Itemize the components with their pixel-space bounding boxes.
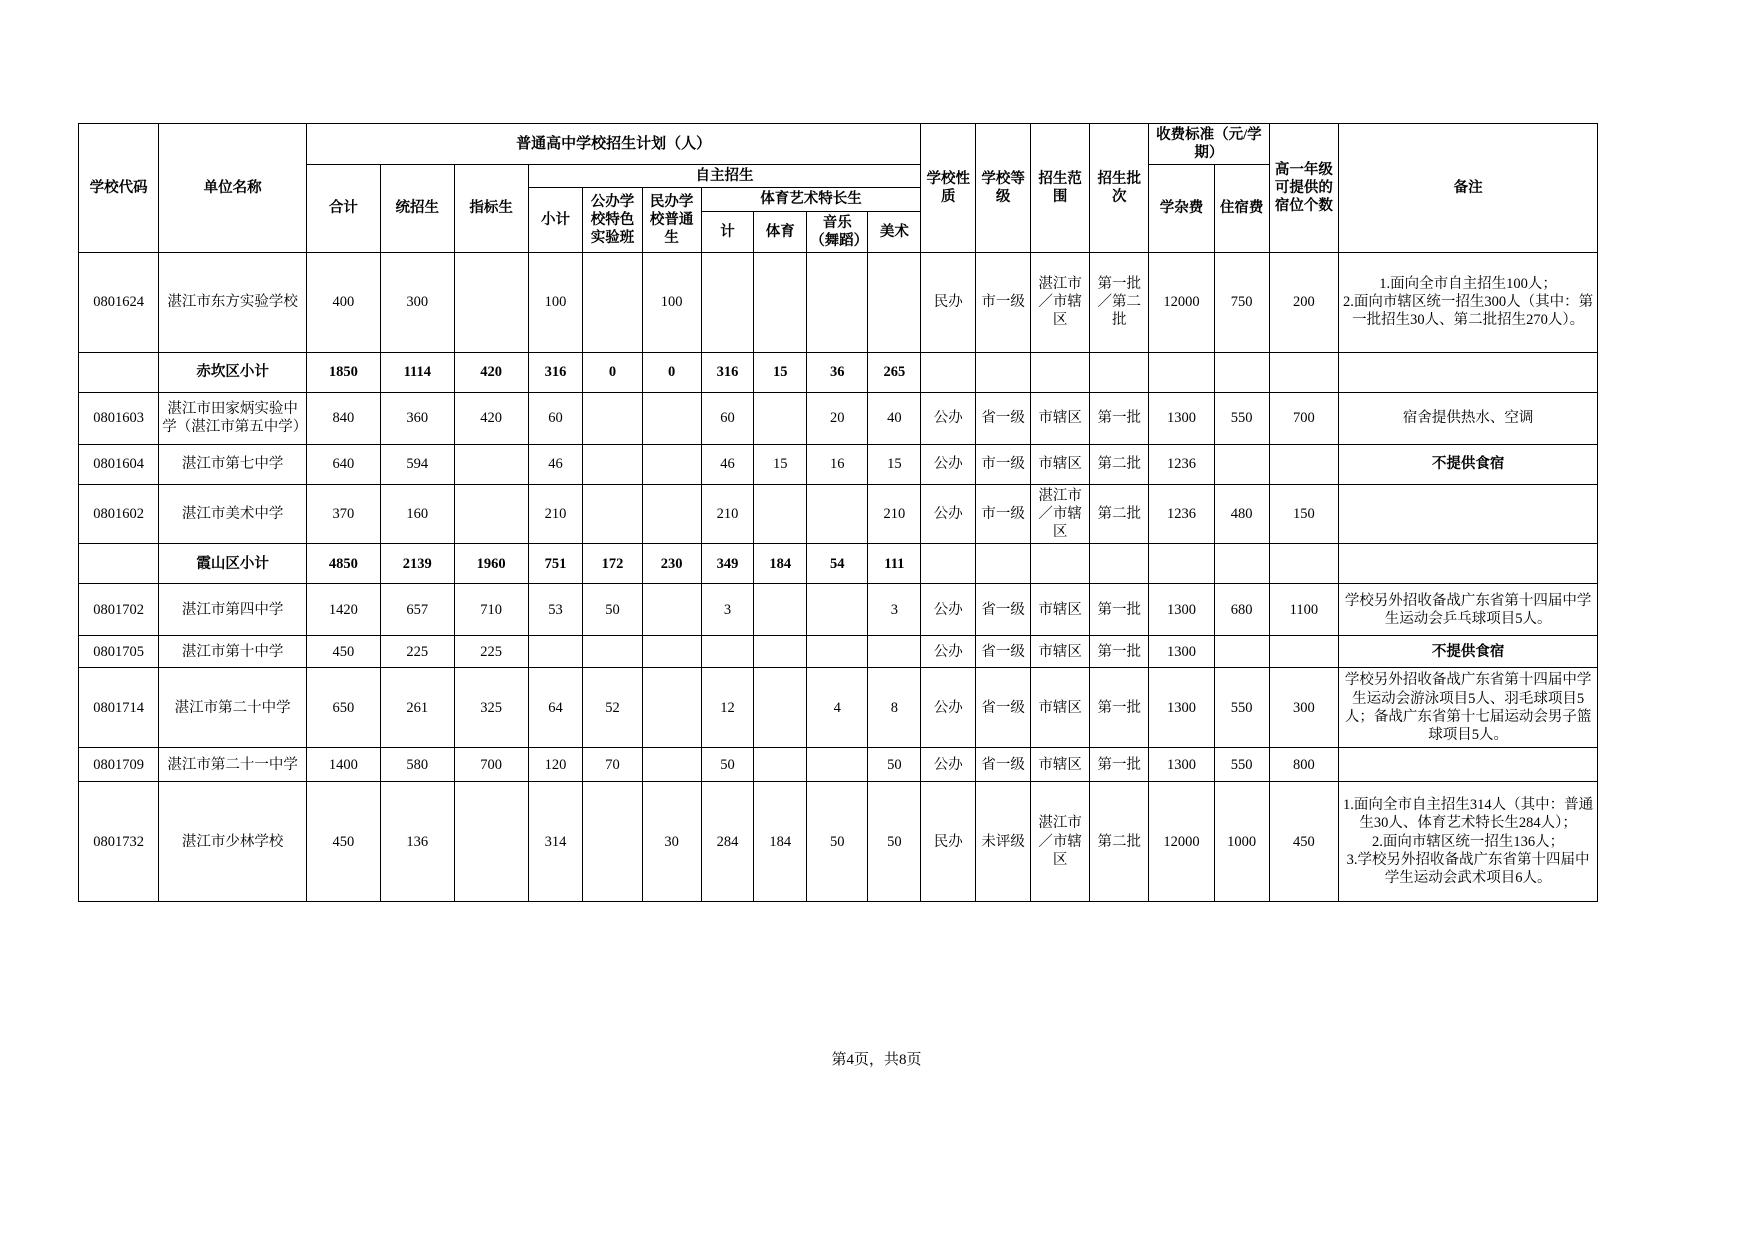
table-row [79, 584, 1598, 636]
header-enroll-batch: 招生批次 [1090, 124, 1149, 253]
enrollment-plan-table [78, 123, 1598, 902]
dorm-count-cell: 300 [1269, 668, 1339, 748]
enroll-scope-cell: 市辖区 [1031, 584, 1090, 636]
remark-cell: 学校另外招收备战广东省第十四届中学生运动会乒乓球项目5人。 [1339, 584, 1598, 636]
enroll-batch-cell: 第一批 [1090, 748, 1149, 782]
sa-sports-cell: 15 [754, 352, 807, 392]
remark-cell [1339, 544, 1598, 584]
enroll-scope-cell [1031, 352, 1090, 392]
header-school-level: 学校等级 [976, 124, 1031, 253]
public-special-cell: 50 [583, 584, 642, 636]
dorm-fee-cell: 550 [1214, 668, 1269, 748]
public-special-cell: 0 [583, 352, 642, 392]
enroll-scope-cell: 市辖区 [1031, 444, 1090, 484]
sa-art-cell: 8 [868, 668, 921, 748]
unit-name-cell: 湛江市少林学校 [159, 782, 307, 902]
sa-music-cell: 54 [807, 544, 868, 584]
header-remark: 备注 [1339, 124, 1598, 253]
public-special-cell [583, 636, 642, 668]
sa-total-cell: 3 [701, 584, 754, 636]
private-general-cell [642, 444, 701, 484]
school-code-cell: 0801732 [79, 782, 159, 902]
public-special-cell [583, 484, 642, 543]
remark-cell [1339, 352, 1598, 392]
enroll-scope-cell: 市辖区 [1031, 748, 1090, 782]
sa-art-cell: 50 [868, 748, 921, 782]
unit-name-cell: 湛江市第四中学 [159, 584, 307, 636]
sa-music-cell: 16 [807, 444, 868, 484]
school-level-cell [976, 352, 1031, 392]
sa-total-cell: 50 [701, 748, 754, 782]
unit-name-cell: 霞山区小计 [159, 544, 307, 584]
sa-art-cell [868, 636, 921, 668]
header-subtotal: 小计 [528, 188, 583, 252]
header-school-code: 学校代码 [79, 124, 159, 253]
school-level-cell: 省一级 [976, 636, 1031, 668]
tuition-cell [1149, 544, 1214, 584]
public-special-cell [583, 392, 642, 444]
quota-cell: 710 [454, 584, 528, 636]
public-special-cell [583, 252, 642, 352]
dorm-fee-cell: 550 [1214, 748, 1269, 782]
sa-total-cell: 210 [701, 484, 754, 543]
quota-cell: 420 [454, 392, 528, 444]
remark-cell: 1.面向全市自主招生314人（其中：普通生30人、体育艺术特长生284人）； 2.面向市辖区统一招生136人； 3.学校另外招收备战广东省第十四届中学生运动会武术项目6人。 [1339, 782, 1598, 902]
dorm-fee-cell [1214, 544, 1269, 584]
dorm-fee-cell [1214, 352, 1269, 392]
unit-name-cell: 赤坎区小计 [159, 352, 307, 392]
unit-name-cell: 湛江市第二十一中学 [159, 748, 307, 782]
tuition-cell: 1236 [1149, 484, 1214, 543]
tuition-cell: 1300 [1149, 584, 1214, 636]
sa-total-cell: 60 [701, 392, 754, 444]
sa-music-cell: 4 [807, 668, 868, 748]
quota-cell: 1960 [454, 544, 528, 584]
total-cell: 1420 [306, 584, 380, 636]
independent-subtotal-cell: 100 [528, 252, 583, 352]
school-level-cell: 省一级 [976, 748, 1031, 782]
tuition-cell: 1300 [1149, 636, 1214, 668]
school-nature-cell [921, 544, 976, 584]
independent-subtotal-cell: 46 [528, 444, 583, 484]
sa-music-cell [807, 484, 868, 543]
dorm-count-cell [1269, 352, 1339, 392]
header-private-general: 民办学校普通生 [642, 188, 701, 252]
unit-name-cell: 湛江市第七中学 [159, 444, 307, 484]
quota-cell: 225 [454, 636, 528, 668]
quota-cell [454, 444, 528, 484]
school-level-cell: 省一级 [976, 668, 1031, 748]
total-cell: 400 [306, 252, 380, 352]
unified-cell: 594 [380, 444, 454, 484]
private-general-cell [642, 636, 701, 668]
remark-cell [1339, 484, 1598, 543]
school-level-cell: 省一级 [976, 392, 1031, 444]
sa-art-cell: 3 [868, 584, 921, 636]
enroll-batch-cell: 第二批 [1090, 782, 1149, 902]
quota-cell: 325 [454, 668, 528, 748]
sa-sports-cell [754, 484, 807, 543]
sa-sports-cell [754, 668, 807, 748]
school-level-cell: 市一级 [976, 484, 1031, 543]
sa-sports-cell [754, 748, 807, 782]
table-row [79, 484, 1598, 543]
school-level-cell: 未评级 [976, 782, 1031, 902]
table-row [79, 748, 1598, 782]
table-header [79, 124, 1598, 253]
enroll-batch-cell [1090, 352, 1149, 392]
dorm-count-cell: 800 [1269, 748, 1339, 782]
school-level-cell: 市一级 [976, 252, 1031, 352]
sa-sports-cell [754, 584, 807, 636]
dorm-count-cell [1269, 444, 1339, 484]
quota-cell [454, 484, 528, 543]
school-nature-cell: 公办 [921, 392, 976, 444]
tuition-cell: 12000 [1149, 782, 1214, 902]
dorm-fee-cell: 750 [1214, 252, 1269, 352]
school-code-cell: 0801602 [79, 484, 159, 543]
remark-cell: 宿舍提供热水、空调 [1339, 392, 1598, 444]
school-code-cell: 0801624 [79, 252, 159, 352]
table-row-subtotal [79, 544, 1598, 584]
sa-music-cell [807, 252, 868, 352]
independent-subtotal-cell: 210 [528, 484, 583, 543]
independent-subtotal-cell: 751 [528, 544, 583, 584]
header-independent-group: 自主招生 [528, 165, 921, 188]
school-level-cell: 省一级 [976, 584, 1031, 636]
remark-cell: 1.面向全市自主招生100人； 2.面向市辖区统一招生300人（其中：第一批招生30人、第二批招生270人）。 [1339, 252, 1598, 352]
enroll-scope-cell: 湛江市／市辖区 [1031, 484, 1090, 543]
sa-art-cell [868, 252, 921, 352]
sa-total-cell: 316 [701, 352, 754, 392]
sa-total-cell [701, 252, 754, 352]
sa-music-cell [807, 584, 868, 636]
school-code-cell [79, 544, 159, 584]
remark-cell: 不提供食宿 [1339, 444, 1598, 484]
sa-music-cell [807, 636, 868, 668]
private-general-cell [642, 748, 701, 782]
total-cell: 370 [306, 484, 380, 543]
private-general-cell [642, 484, 701, 543]
page-footer: 第4页，共8页 [831, 1052, 922, 1068]
school-nature-cell: 公办 [921, 668, 976, 748]
unified-cell: 261 [380, 668, 454, 748]
unit-name-cell: 湛江市田家炳实验中学（湛江市第五中学） [159, 392, 307, 444]
independent-subtotal-cell: 314 [528, 782, 583, 902]
total-cell: 4850 [306, 544, 380, 584]
header-sa-sports: 体育 [754, 211, 807, 252]
enroll-scope-cell: 湛江市／市辖区 [1031, 782, 1090, 902]
sa-total-cell: 284 [701, 782, 754, 902]
enroll-batch-cell: 第一批／第二批 [1090, 252, 1149, 352]
private-general-cell: 100 [642, 252, 701, 352]
sa-sports-cell [754, 252, 807, 352]
dorm-count-cell [1269, 544, 1339, 584]
sa-art-cell: 111 [868, 544, 921, 584]
dorm-count-cell: 450 [1269, 782, 1339, 902]
tuition-cell: 1300 [1149, 748, 1214, 782]
quota-cell [454, 252, 528, 352]
table-body [79, 252, 1598, 901]
enroll-scope-cell: 市辖区 [1031, 668, 1090, 748]
header-enroll-scope: 招生范围 [1031, 124, 1090, 253]
dorm-fee-cell: 550 [1214, 392, 1269, 444]
sa-art-cell: 265 [868, 352, 921, 392]
sa-art-cell: 50 [868, 782, 921, 902]
header-quota: 指标生 [454, 165, 528, 253]
independent-subtotal-cell: 120 [528, 748, 583, 782]
sa-music-cell: 36 [807, 352, 868, 392]
unified-cell: 136 [380, 782, 454, 902]
header-dorm-count: 高一年级可提供的宿位个数 [1269, 124, 1339, 253]
dorm-fee-cell [1214, 444, 1269, 484]
sa-total-cell: 12 [701, 668, 754, 748]
quota-cell: 700 [454, 748, 528, 782]
header-public-special: 公办学校特色实验班 [583, 188, 642, 252]
independent-subtotal-cell [528, 636, 583, 668]
sa-sports-cell [754, 392, 807, 444]
sa-sports-cell: 184 [754, 782, 807, 902]
dorm-fee-cell [1214, 636, 1269, 668]
private-general-cell [642, 668, 701, 748]
quota-cell [454, 782, 528, 902]
tuition-cell: 1300 [1149, 668, 1214, 748]
table-row-subtotal [79, 352, 1598, 392]
header-sports-art-group: 体育艺术特长生 [701, 188, 921, 211]
school-code-cell: 0801604 [79, 444, 159, 484]
school-code-cell [79, 352, 159, 392]
school-level-cell [976, 544, 1031, 584]
unified-cell: 1114 [380, 352, 454, 392]
school-nature-cell: 民办 [921, 782, 976, 902]
sa-art-cell: 40 [868, 392, 921, 444]
dorm-count-cell: 150 [1269, 484, 1339, 543]
header-total: 合计 [306, 165, 380, 253]
sa-music-cell [807, 748, 868, 782]
school-code-cell: 0801714 [79, 668, 159, 748]
independent-subtotal-cell: 60 [528, 392, 583, 444]
quota-cell: 420 [454, 352, 528, 392]
public-special-cell: 172 [583, 544, 642, 584]
school-code-cell: 0801603 [79, 392, 159, 444]
school-nature-cell: 公办 [921, 748, 976, 782]
enroll-scope-cell: 湛江市／市辖区 [1031, 252, 1090, 352]
unit-name-cell: 湛江市第十中学 [159, 636, 307, 668]
unit-name-cell: 湛江市第二十中学 [159, 668, 307, 748]
enrollment-plan-sheet [78, 123, 1598, 902]
dorm-fee-cell: 1000 [1214, 782, 1269, 902]
school-nature-cell: 公办 [921, 584, 976, 636]
total-cell: 640 [306, 444, 380, 484]
independent-subtotal-cell: 316 [528, 352, 583, 392]
dorm-count-cell [1269, 636, 1339, 668]
remark-cell: 学校另外招收备战广东省第十四届中学生运动会游泳项目5人、羽毛球项目5人；备战广东省第十七届运动会男子篮球项目5人。 [1339, 668, 1598, 748]
total-cell: 450 [306, 782, 380, 902]
remark-cell: 不提供食宿 [1339, 636, 1598, 668]
total-cell: 650 [306, 668, 380, 748]
sa-sports-cell: 15 [754, 444, 807, 484]
sa-total-cell [701, 636, 754, 668]
enroll-batch-cell: 第二批 [1090, 444, 1149, 484]
tuition-cell: 1300 [1149, 392, 1214, 444]
header-dorm-fee: 住宿费 [1214, 165, 1269, 253]
enroll-scope-cell [1031, 544, 1090, 584]
remark-cell [1339, 748, 1598, 782]
independent-subtotal-cell: 53 [528, 584, 583, 636]
unified-cell: 657 [380, 584, 454, 636]
total-cell: 1400 [306, 748, 380, 782]
private-general-cell: 30 [642, 782, 701, 902]
private-general-cell [642, 392, 701, 444]
public-special-cell [583, 782, 642, 902]
public-special-cell: 52 [583, 668, 642, 748]
header-unified: 统招生 [380, 165, 454, 253]
sa-total-cell: 46 [701, 444, 754, 484]
enroll-batch-cell: 第一批 [1090, 636, 1149, 668]
dorm-fee-cell: 480 [1214, 484, 1269, 543]
table-row [79, 782, 1598, 902]
private-general-cell: 230 [642, 544, 701, 584]
private-general-cell: 0 [642, 352, 701, 392]
header-sa-art: 美术 [868, 211, 921, 252]
table-row [79, 668, 1598, 748]
sa-sports-cell [754, 636, 807, 668]
table-row [79, 636, 1598, 668]
independent-subtotal-cell: 64 [528, 668, 583, 748]
school-code-cell: 0801709 [79, 748, 159, 782]
enroll-batch-cell: 第一批 [1090, 668, 1149, 748]
header-fee-group: 收费标准（元/学期） [1149, 124, 1269, 165]
school-code-cell: 0801705 [79, 636, 159, 668]
school-code-cell: 0801702 [79, 584, 159, 636]
unified-cell: 160 [380, 484, 454, 543]
header-sa-music: 音乐（舞蹈） [807, 211, 868, 252]
unified-cell: 2139 [380, 544, 454, 584]
sa-art-cell: 210 [868, 484, 921, 543]
dorm-fee-cell: 680 [1214, 584, 1269, 636]
table-row [79, 444, 1598, 484]
enroll-batch-cell [1090, 544, 1149, 584]
header-school-nature: 学校性质 [921, 124, 976, 253]
unit-name-cell: 湛江市东方实验学校 [159, 252, 307, 352]
sa-total-cell: 349 [701, 544, 754, 584]
unified-cell: 300 [380, 252, 454, 352]
sa-art-cell: 15 [868, 444, 921, 484]
enroll-batch-cell: 第二批 [1090, 484, 1149, 543]
dorm-count-cell: 200 [1269, 252, 1339, 352]
header-plan-group: 普通高中学校招生计划（人） [306, 124, 920, 165]
sa-music-cell: 20 [807, 392, 868, 444]
public-special-cell: 70 [583, 748, 642, 782]
school-nature-cell: 民办 [921, 252, 976, 352]
enroll-batch-cell: 第一批 [1090, 584, 1149, 636]
header-unit-name: 单位名称 [159, 124, 307, 253]
sa-sports-cell: 184 [754, 544, 807, 584]
tuition-cell [1149, 352, 1214, 392]
unified-cell: 225 [380, 636, 454, 668]
total-cell: 1850 [306, 352, 380, 392]
header-sa-total: 计 [701, 211, 754, 252]
unit-name-cell: 湛江市美术中学 [159, 484, 307, 543]
private-general-cell [642, 584, 701, 636]
unified-cell: 580 [380, 748, 454, 782]
school-level-cell: 市一级 [976, 444, 1031, 484]
dorm-count-cell: 700 [1269, 392, 1339, 444]
sa-music-cell: 50 [807, 782, 868, 902]
public-special-cell [583, 444, 642, 484]
enroll-scope-cell: 市辖区 [1031, 392, 1090, 444]
total-cell: 450 [306, 636, 380, 668]
table-row [79, 252, 1598, 352]
school-nature-cell [921, 352, 976, 392]
school-nature-cell: 公办 [921, 484, 976, 543]
total-cell: 840 [306, 392, 380, 444]
enroll-batch-cell: 第一批 [1090, 392, 1149, 444]
dorm-count-cell: 1100 [1269, 584, 1339, 636]
tuition-cell: 12000 [1149, 252, 1214, 352]
enroll-scope-cell: 市辖区 [1031, 636, 1090, 668]
table-row [79, 392, 1598, 444]
tuition-cell: 1236 [1149, 444, 1214, 484]
unified-cell: 360 [380, 392, 454, 444]
school-nature-cell: 公办 [921, 444, 976, 484]
school-nature-cell: 公办 [921, 636, 976, 668]
header-tuition: 学杂费 [1149, 165, 1214, 253]
